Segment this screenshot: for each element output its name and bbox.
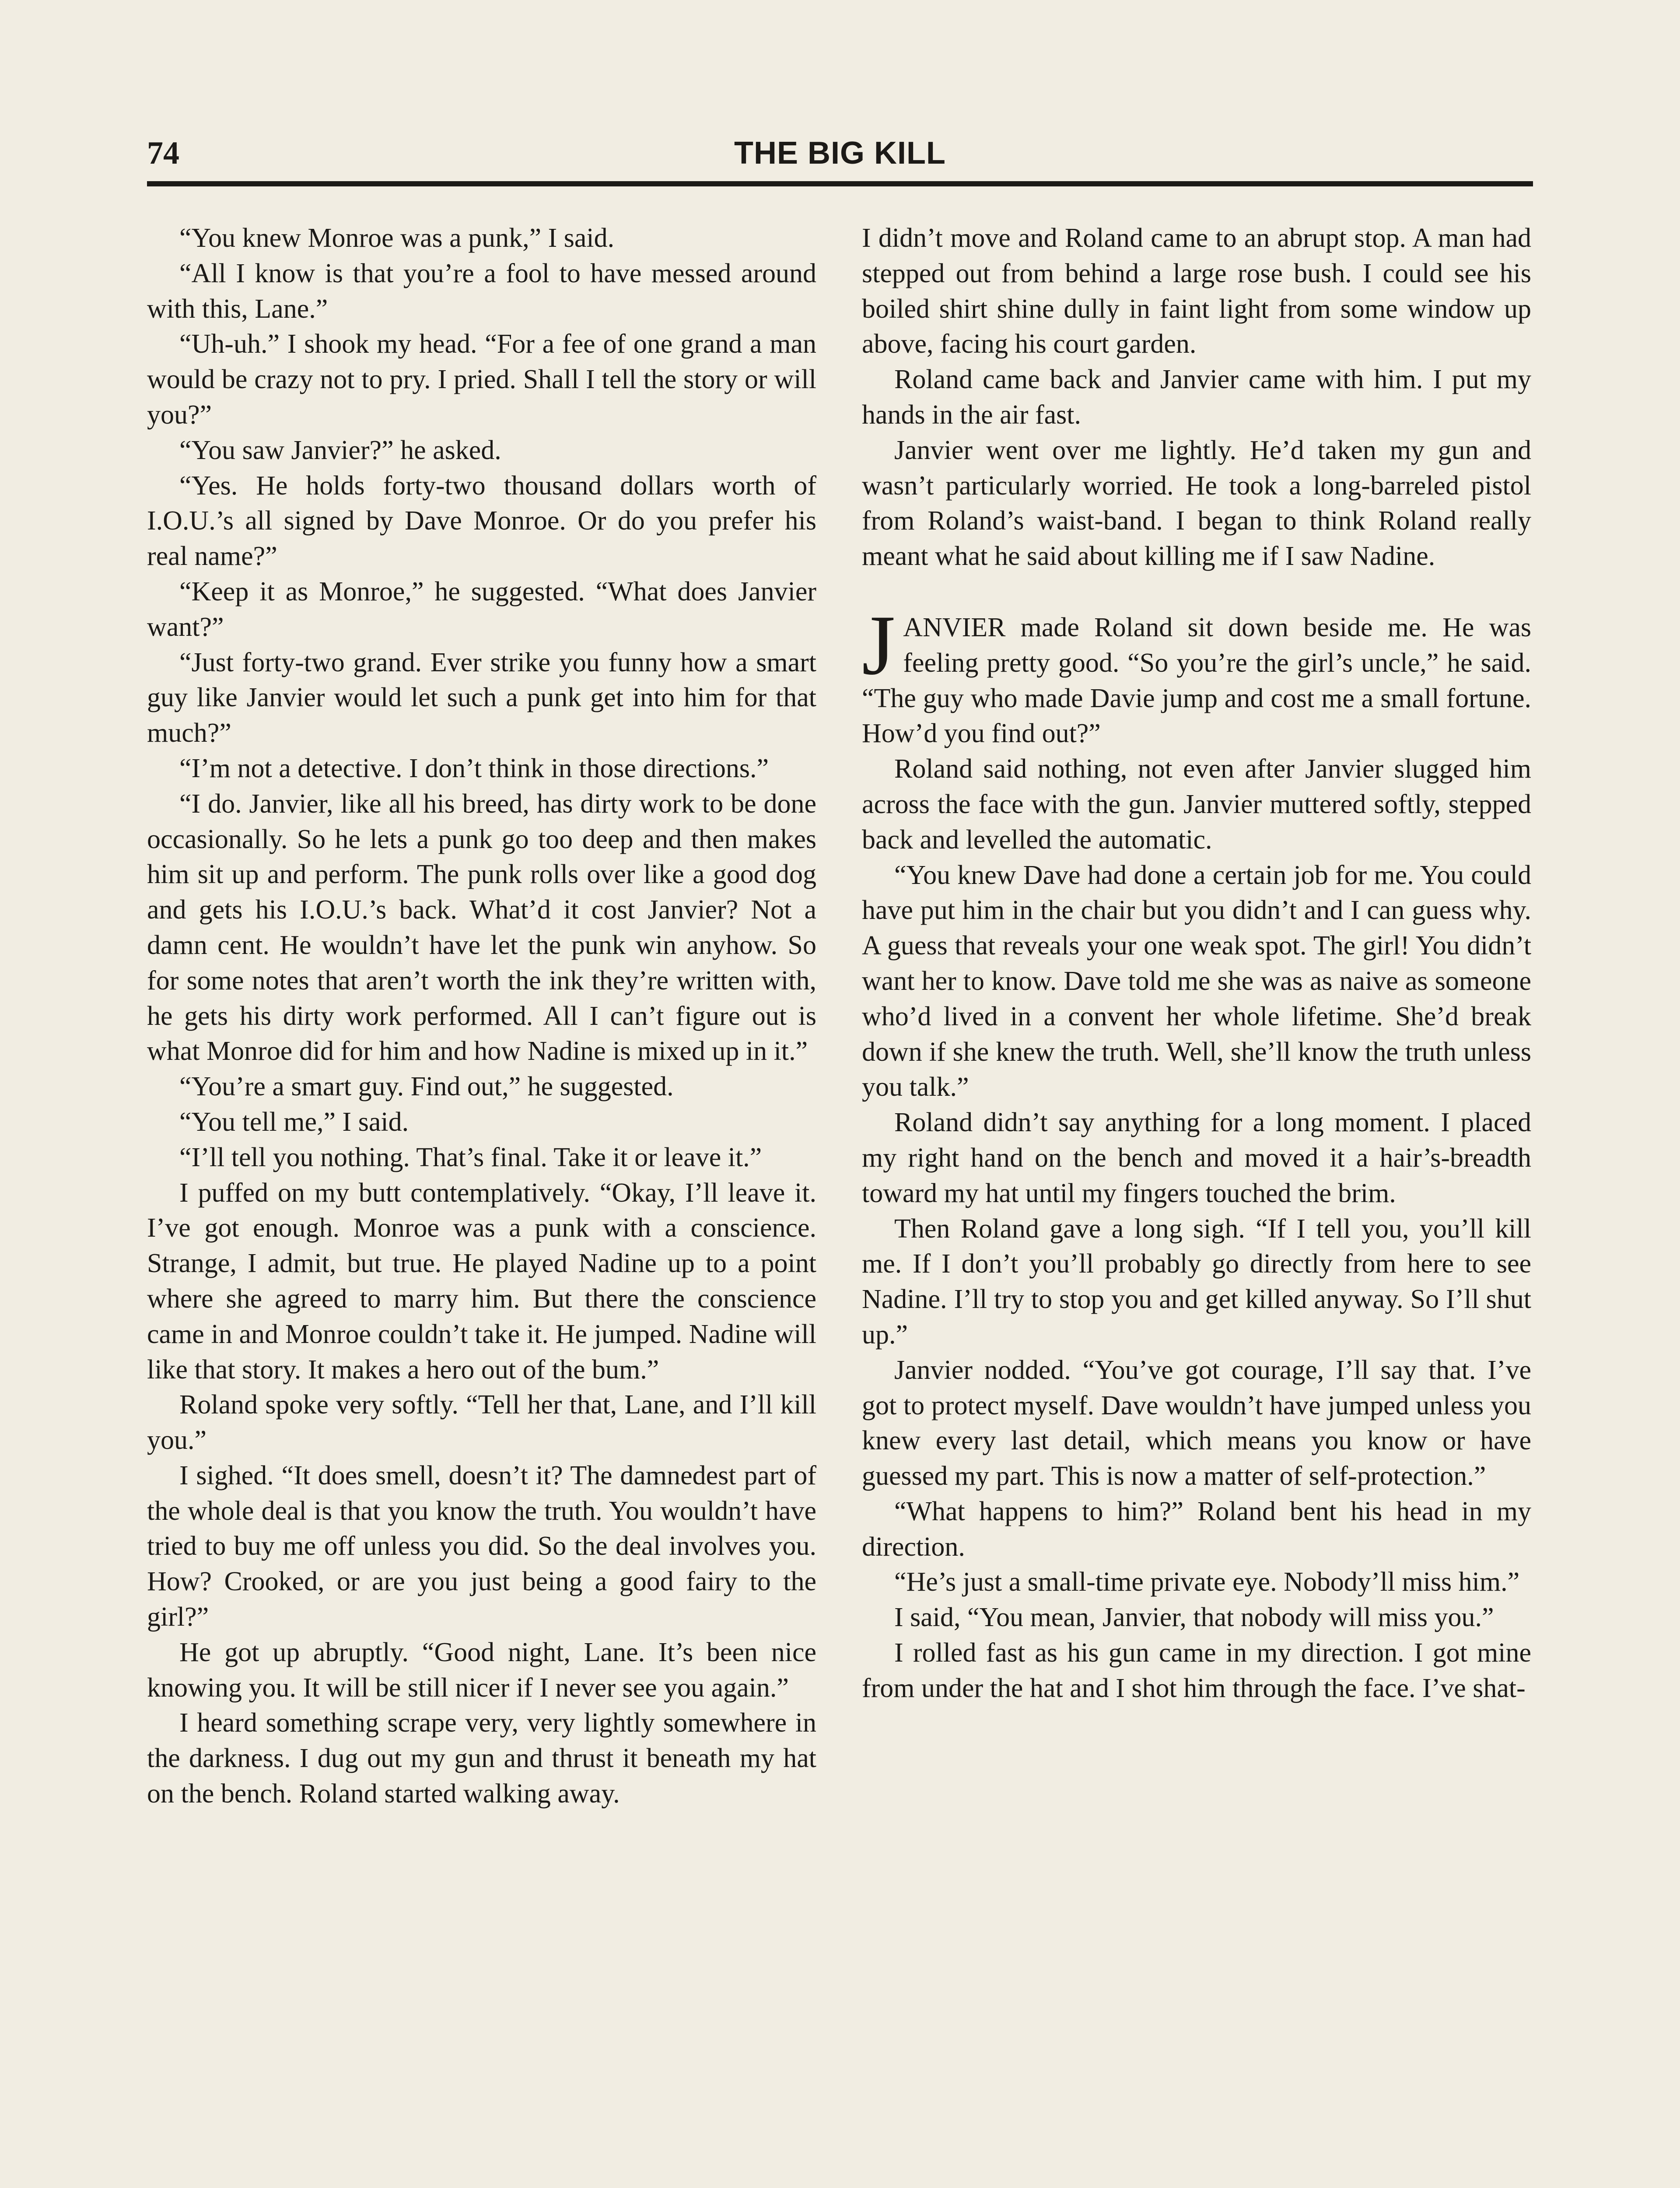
paragraph: Then Roland gave a long sigh. “If I tell you, you’ll kill me. If I don’t you’ll probably go directly from here to see Nadine. I’ll try to stop you and get killed anyway. So I’ll shut up.” <box>862 1213 1531 1350</box>
paragraph: Janvier went over me lightly. He’d taken my gun and wasn’t particularly worried. He took a long-barreled pistol from Roland’s waist-band. I began to think Roland really meant what he said about killing me if I saw Nadine. <box>862 435 1531 572</box>
drop-cap: J <box>862 597 896 693</box>
paragraph: “You’re a smart guy. Find out,” he suggested. <box>179 1072 674 1102</box>
paragraph: I said, “You mean, Janvier, that nobody will miss you.” <box>894 1602 1494 1633</box>
paragraph: “You tell me,” I said. <box>179 1107 409 1137</box>
paragraph: “All I know is that you’re a fool to have messed around with this, Lane.” <box>147 258 816 324</box>
paragraph: I sighed. “It does smell, doesn’t it? The damnedest part of the whole deal is that you know the truth. You wouldn’t have tried to buy me off unless you did. So the deal involves you. How? Crooked, or are you just being a good fairy to the girl?” <box>147 1460 816 1632</box>
paragraph: I rolled fast as his gun came in my direction. I got mine from under the hat and I shot him through the face. I’ve shat- <box>862 1638 1531 1703</box>
paragraph: “You knew Monroe was a punk,” I said. <box>179 223 615 253</box>
paragraph: “I’ll tell you nothing. That’s final. Take it or leave it.” <box>179 1142 762 1172</box>
paragraph: I didn’t move and Roland came to an abrupt stop. A man had stepped out from behind a large rose bush. I could see his boiled shirt shine dully in faint light from some window up above, facing his court garden. <box>862 223 1531 359</box>
paragraph: He got up abruptly. “Good night, Lane. It’s been nice knowing you. It will be still nicer if I never see you again.” <box>147 1637 816 1703</box>
left-column <box>147 221 816 1812</box>
header-rule <box>147 181 1533 186</box>
page-number: 74 <box>147 135 179 171</box>
paragraph: “You saw Janvier?” he asked. <box>179 435 501 465</box>
paragraph: I heard something scrape very, very lightly somewhere in the darkness. I dug out my gun and thrust it beneath my hat on the bench. Roland started walking away. <box>147 1708 816 1809</box>
running-title: THE BIG KILL <box>734 136 946 171</box>
paragraph: “You knew Dave had done a certain job for me. You could have put him in the chair but you didn’t and I can guess why. A guess that reveals your one weak spot. The girl! You didn’t want her to know. Dave told me she was as naive as someone who’d lived in a convent her whole lifetime. She’d break down if she knew the truth. Well, she’ll know the truth unless you talk.” <box>862 860 1531 1102</box>
paragraph: Roland didn’t say anything for a long moment. I placed my right hand on the bench and moved it a hair’s-breadth toward my hat until my fingers touched the brim. <box>862 1108 1531 1208</box>
paragraph: “Just forty-two grand. Ever strike you funny how a smart guy like Janvier would let such a punk get into him for that much?” <box>147 647 816 748</box>
paragraph: “I’m not a detective. I don’t think in those directions.” <box>179 753 769 783</box>
paragraph: Roland came back and Janvier came with him. I put my hands in the air fast. <box>862 365 1531 430</box>
paragraph: Roland spoke very softly. “Tell her that, Lane, and I’ll kill you.” <box>147 1390 816 1455</box>
paragraph: “Uh-uh.” I shook my head. “For a fee of one grand a man would be crazy not to pry. I pried. Shall I tell the story or will you?” <box>147 329 816 430</box>
paragraph: Janvier nodded. “You’ve got courage, I’ll say that. I’ve got to protect myself. Dave wouldn’t have jumped unless you knew every last detail, which means you know or have guessed my part. This is now a matter of self-protection.” <box>862 1355 1531 1491</box>
paragraph: “What happens to him?” Roland bent his head in my direction. <box>862 1496 1531 1562</box>
drop-cap-text: ANVIER made Roland sit down beside me. He was feeling pretty good. “So you’re the girl’s uncle,” he said. “The guy who made Davie jump and cost me a small fortune. How’d you find out?” <box>862 612 1531 749</box>
paragraph: Roland said nothing, not even after Janvier slugged him across the face with the gun. Janvier muttered softly, stepped back and levelled the automatic. <box>862 754 1531 855</box>
paragraph: “I do. Janvier, like all his breed, has dirty work to be done occasionally. So he lets a punk go too deep and then makes him sit up and perform. The punk rolls over like a good dog and gets his I.O.U.’s back. What’d it cost Janvier? Not a damn cent. He wouldn’t have let the punk win anyhow. So for some notes that aren’t worth the ink they’re written with, he gets his dirty work performed. All I can’t figure out is what Monroe did for him and how Nadine is mixed up in it.” <box>147 789 816 1066</box>
right-column <box>862 221 1531 1706</box>
paragraph: “He’s just a small-time private eye. Nobody’ll miss him.” <box>894 1567 1520 1597</box>
page-header <box>147 131 1533 179</box>
drop-cap-paragraph <box>862 597 1531 751</box>
paragraph: “Keep it as Monroe,” he suggested. “What does Janvier want?” <box>147 576 816 642</box>
paragraph: I puffed on my butt contemplatively. “Okay, I’ll leave it. I’ve got enough. Monroe was a punk with a conscience. Strange, I admit, but true. He played Nadine up to a point where she agreed to marry him. But there the conscience came in and Monroe couldn’t take it. He jumped. Nadine will like that story. It makes a hero out of the bum.” <box>147 1178 816 1385</box>
paragraph: “Yes. He holds forty-two thousand dollars worth of I.O.U.’s all signed by Dave Monroe. Or do you prefer his real name?” <box>147 470 816 572</box>
